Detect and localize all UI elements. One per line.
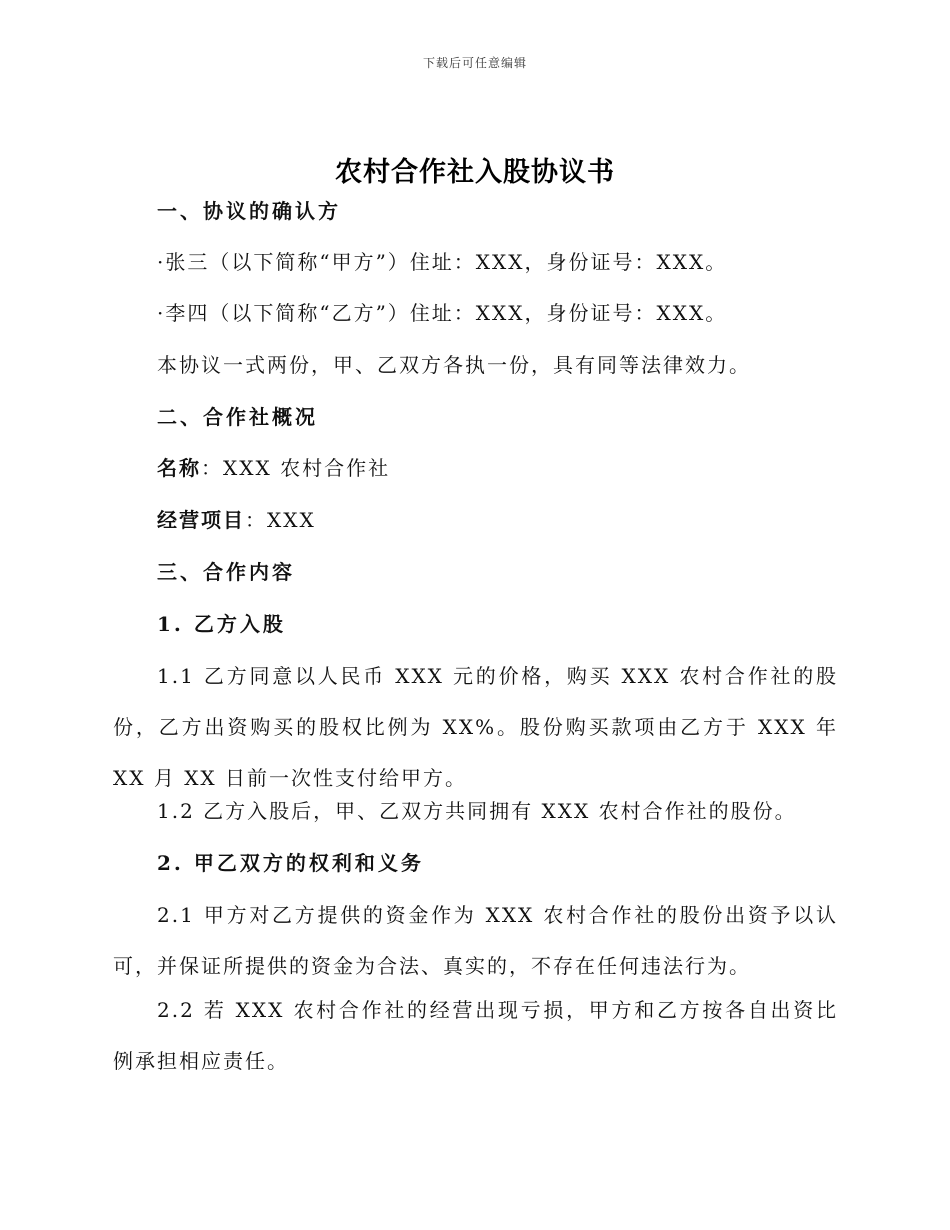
header-note: 下载后可任意编辑 bbox=[422, 56, 527, 70]
coop-name-value: ：XXX 农村合作社 bbox=[201, 456, 391, 480]
document-title: 农村合作社入股协议书 bbox=[335, 157, 615, 188]
business-label: 经营项目 bbox=[157, 508, 245, 532]
paragraph-1-2: 1.2 乙方入股后，甲、乙双方共同拥有 XXX 农村合作社的股份。 bbox=[157, 799, 797, 823]
section-2-heading: 二、合作社概况 bbox=[157, 405, 318, 429]
subsection-2-heading: 2. 甲乙双方的权利和义务 bbox=[157, 851, 424, 875]
coop-name-line bbox=[157, 455, 390, 481]
section-3-heading: 三、合作内容 bbox=[157, 560, 295, 584]
business-value: ：XXX bbox=[245, 508, 316, 532]
paragraph-2-2: 2.2 若 XXX 农村合作社的经营出现亏损，甲方和乙方按各自出资比例承担相应责任。 bbox=[113, 998, 838, 1073]
section-1-heading: 一、协议的确认方 bbox=[157, 199, 341, 223]
party-b-line: ·李四（以下简称“乙方”）住址：XXX，身份证号：XXX。 bbox=[157, 301, 728, 325]
paragraph-1-1: 1.1 乙方同意以人民币 XXX 元的价格，购买 XXX 农村合作社的股份，乙方出资购买的股权比例为 XX%。股份购买款项由乙方于 XXX 年 XX 月 XX 日前一次性支付给甲方。 bbox=[113, 664, 838, 790]
subsection-1-heading: 1. 乙方入股 bbox=[157, 612, 286, 636]
paragraph-2-1: 2.1 甲方对乙方提供的资金作为 XXX 农村合作社的股份出资予以认可，并保证所提供的资金为合法、真实的，不存在任何违法行为。 bbox=[113, 903, 838, 978]
coop-name-label: 名称 bbox=[157, 456, 201, 480]
copies-statement: 本协议一式两份，甲、乙双方各执一份，具有同等法律效力。 bbox=[157, 353, 751, 377]
party-a-line: ·张三（以下简称“甲方”）住址：XXX，身份证号：XXX。 bbox=[157, 250, 728, 274]
business-line bbox=[157, 507, 316, 533]
